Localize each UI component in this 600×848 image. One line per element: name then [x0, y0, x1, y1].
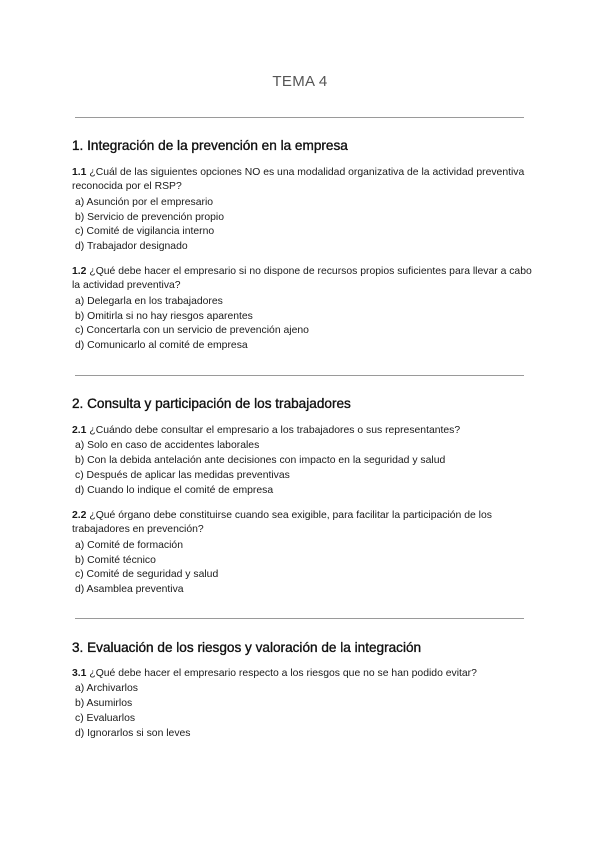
question-number: 3.1 — [72, 668, 87, 679]
question-text — [72, 509, 534, 538]
answer-options — [72, 539, 534, 598]
answer-option-b[interactable]: b) Asumirlos — [75, 698, 133, 710]
question-prompt: ¿Cuál de las siguientes opciones NO es una modalidad organizativa de la actividad preventiva reconocida por el RSP? — [72, 167, 525, 193]
question-text — [72, 166, 534, 195]
answer-option-c[interactable]: c) Comité de vigilancia interno — [75, 226, 215, 238]
question-prompt: ¿Qué debe hacer el empresario si no dispone de recursos propios suficientes para llevar a cabo la actividad preventiva? — [72, 266, 532, 292]
answer-option-a[interactable]: a) Asunción por el empresario — [75, 196, 214, 208]
answer-option-c[interactable]: c) Concertarla con un servicio de prevención ajeno — [75, 325, 309, 337]
question-number: 1.1 — [72, 167, 87, 178]
question-3-1 — [72, 667, 534, 742]
answer-option-d[interactable]: d) Trabajador designado — [75, 241, 188, 253]
answer-option-b[interactable]: b) Omitirla si no hay riesgos aparentes — [75, 310, 253, 322]
answer-option-a[interactable]: a) Archivarlos — [75, 683, 138, 695]
answer-option-b[interactable]: b) Con la debida antelación ante decisiones con impacto en la seguridad y salud — [75, 455, 446, 467]
question-text — [72, 265, 534, 294]
question-number: 1.2 — [72, 266, 87, 277]
section-heading-2: 2. Consulta y participación de los trabajadores — [72, 396, 351, 411]
question-text — [72, 667, 534, 681]
page-title: TEMA 4 — [272, 73, 328, 90]
question-2-1 — [72, 424, 534, 499]
answer-option-c[interactable]: c) Comité de seguridad y salud — [75, 569, 219, 581]
question-prompt: ¿Qué debe hacer el empresario respecto a los riesgos que no se han podido evitar? — [89, 668, 477, 679]
answer-options — [72, 196, 534, 255]
answer-option-a[interactable]: a) Comité de formación — [75, 539, 183, 551]
answer-option-a[interactable]: a) Solo en caso de accidentes laborales — [75, 440, 260, 452]
question-prompt: ¿Qué órgano debe constituirse cuando sea exigible, para facilitar la participación de los trabajadores en prevención? — [72, 510, 492, 536]
answer-option-c[interactable]: c) Después de aplicar las medidas preventivas — [75, 470, 290, 481]
answer-option-d[interactable]: d) Comunicarlo al comité de empresa — [75, 340, 248, 352]
section-divider — [75, 375, 524, 376]
question-number: 2.2 — [72, 510, 87, 521]
question-1-1 — [72, 166, 534, 255]
answer-option-a[interactable]: a) Delegarla en los trabajadores — [75, 295, 223, 307]
answer-options — [72, 439, 534, 498]
answer-option-d[interactable]: d) Cuando lo indique el comité de empresa — [75, 484, 274, 496]
question-text — [72, 424, 534, 438]
answer-option-c[interactable]: c) Evaluarlos — [75, 713, 136, 724]
question-1-2 — [72, 265, 534, 354]
answer-option-d[interactable]: d) Asamblea preventiva — [75, 584, 184, 596]
section-divider — [75, 117, 524, 118]
answer-option-b[interactable]: b) Servicio de prevención propio — [75, 211, 225, 223]
answer-option-b[interactable]: b) Comité técnico — [75, 554, 156, 566]
question-prompt: ¿Cuándo debe consultar el empresario a los trabajadores o sus representantes? — [89, 425, 461, 436]
question-2-2 — [72, 509, 534, 598]
answer-option-d[interactable]: d) Ignorarlos si son leves — [75, 727, 191, 739]
section-divider — [75, 618, 524, 619]
answer-options — [72, 295, 534, 354]
answer-options — [72, 682, 534, 741]
section-heading-1: 1. Integración de la prevención en la empresa — [72, 138, 348, 153]
question-number: 2.1 — [72, 425, 87, 436]
section-heading-3: 3. Evaluación de los riesgos y valoración de la integración — [72, 640, 422, 655]
